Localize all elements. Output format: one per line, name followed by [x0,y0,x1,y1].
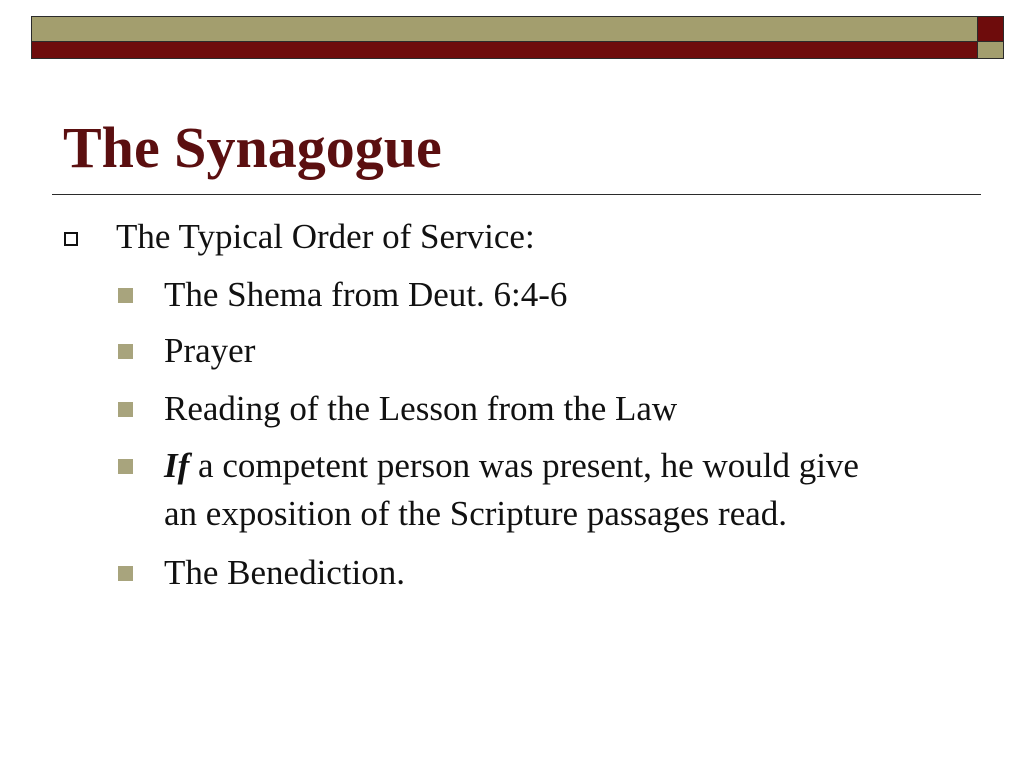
header-band-maroon [31,41,978,59]
filled-square-bullet-icon [118,459,133,474]
hollow-square-bullet-icon [64,232,78,246]
corner-block-maroon [977,16,1004,42]
list-item-reading: Reading of the Lesson from the Law [164,389,678,428]
bullet-heading: The Typical Order of Service: [116,217,535,256]
list-item-benediction: The Benediction. [164,553,406,592]
emphasis-if: If [164,446,190,485]
corner-block-olive [977,41,1004,59]
filled-square-bullet-icon [118,344,133,359]
header-band-olive [31,16,978,42]
slide-title: The Synagogue [63,115,442,180]
list-item-exposition-continuation: an exposition of the Scripture passages read. [164,494,788,533]
list-item-exposition [164,443,859,489]
filled-square-bullet-icon [118,402,133,417]
list-item-exposition-text: a competent person was present, he would give [189,446,859,485]
title-divider [52,194,981,195]
filled-square-bullet-icon [118,288,133,303]
list-item-prayer: Prayer [164,331,256,370]
list-item-shema: The Shema from Deut. 6:4-6 [164,275,568,314]
filled-square-bullet-icon [118,566,133,581]
